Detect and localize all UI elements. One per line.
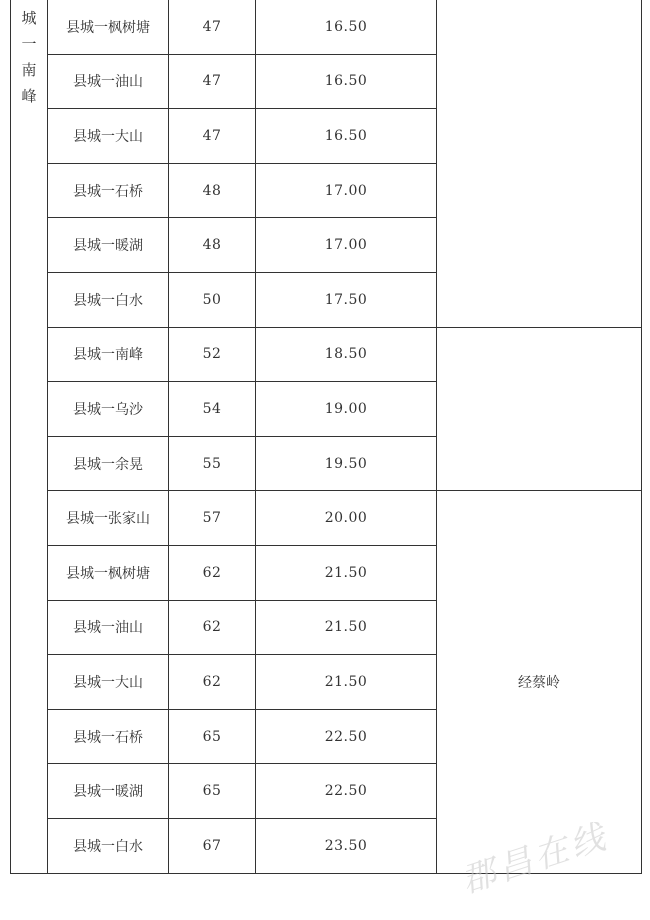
table-row xyxy=(11,491,642,546)
route-name: 县城一白水 xyxy=(48,272,169,327)
distance-km: 62 xyxy=(169,600,256,655)
route-name: 县城一南峰 xyxy=(48,327,169,382)
distance-km: 47 xyxy=(169,0,256,54)
fare-price: 16.50 xyxy=(256,0,437,54)
route-group-char: 峰 xyxy=(21,87,37,105)
distance-km: 54 xyxy=(169,382,256,437)
route-name: 县城一大山 xyxy=(48,109,169,164)
route-name: 县城一张家山 xyxy=(48,491,169,546)
fare-price: 21.50 xyxy=(256,545,437,600)
table-row xyxy=(11,327,642,382)
distance-km: 50 xyxy=(169,272,256,327)
fare-price: 19.50 xyxy=(256,436,437,491)
fare-price: 19.00 xyxy=(256,382,437,437)
watermark: 郡昌在线 xyxy=(456,816,614,902)
route-group-char: 一 xyxy=(21,35,37,53)
distance-km: 62 xyxy=(169,655,256,710)
remark-cell xyxy=(437,327,642,491)
distance-km: 57 xyxy=(169,491,256,546)
route-name: 县城一白水 xyxy=(48,818,169,873)
fare-price: 21.50 xyxy=(256,655,437,710)
route-name: 县城一油山 xyxy=(48,600,169,655)
route-name: 县城一暖湖 xyxy=(48,218,169,273)
remark-cell xyxy=(437,0,642,327)
fare-price: 21.50 xyxy=(256,600,437,655)
route-name: 县城一暖湖 xyxy=(48,764,169,819)
distance-km: 65 xyxy=(169,764,256,819)
route-name: 县城一枫树塘 xyxy=(48,0,169,54)
fare-price: 17.50 xyxy=(256,272,437,327)
route-name: 县城一大山 xyxy=(48,655,169,710)
fare-price: 16.50 xyxy=(256,109,437,164)
distance-km: 47 xyxy=(169,54,256,109)
route-name: 县城一油山 xyxy=(48,54,169,109)
fare-price: 22.50 xyxy=(256,709,437,764)
distance-km: 67 xyxy=(169,818,256,873)
distance-km: 52 xyxy=(169,327,256,382)
route-name: 县城一余晃 xyxy=(48,436,169,491)
fare-price: 23.50 xyxy=(256,818,437,873)
distance-km: 62 xyxy=(169,545,256,600)
fare-price: 20.00 xyxy=(256,491,437,546)
table-row xyxy=(11,0,642,54)
distance-km: 65 xyxy=(169,709,256,764)
route-name: 县城一乌沙 xyxy=(48,382,169,437)
distance-km: 47 xyxy=(169,109,256,164)
fare-price: 16.50 xyxy=(256,54,437,109)
remark-cell: 经蔡岭 xyxy=(437,491,642,873)
route-group-char: 南 xyxy=(21,61,37,79)
route-name: 县城一石桥 xyxy=(48,709,169,764)
fare-price: 22.50 xyxy=(256,764,437,819)
fare-table xyxy=(10,0,642,874)
route-name: 县城一枫树塘 xyxy=(48,545,169,600)
route-name: 县城一石桥 xyxy=(48,163,169,218)
route-group-char: 城 xyxy=(21,9,37,27)
distance-km: 55 xyxy=(169,436,256,491)
distance-km: 48 xyxy=(169,163,256,218)
fare-price: 17.00 xyxy=(256,218,437,273)
fare-price: 18.50 xyxy=(256,327,437,382)
route-group-cell xyxy=(11,0,48,873)
distance-km: 48 xyxy=(169,218,256,273)
fare-price: 17.00 xyxy=(256,163,437,218)
